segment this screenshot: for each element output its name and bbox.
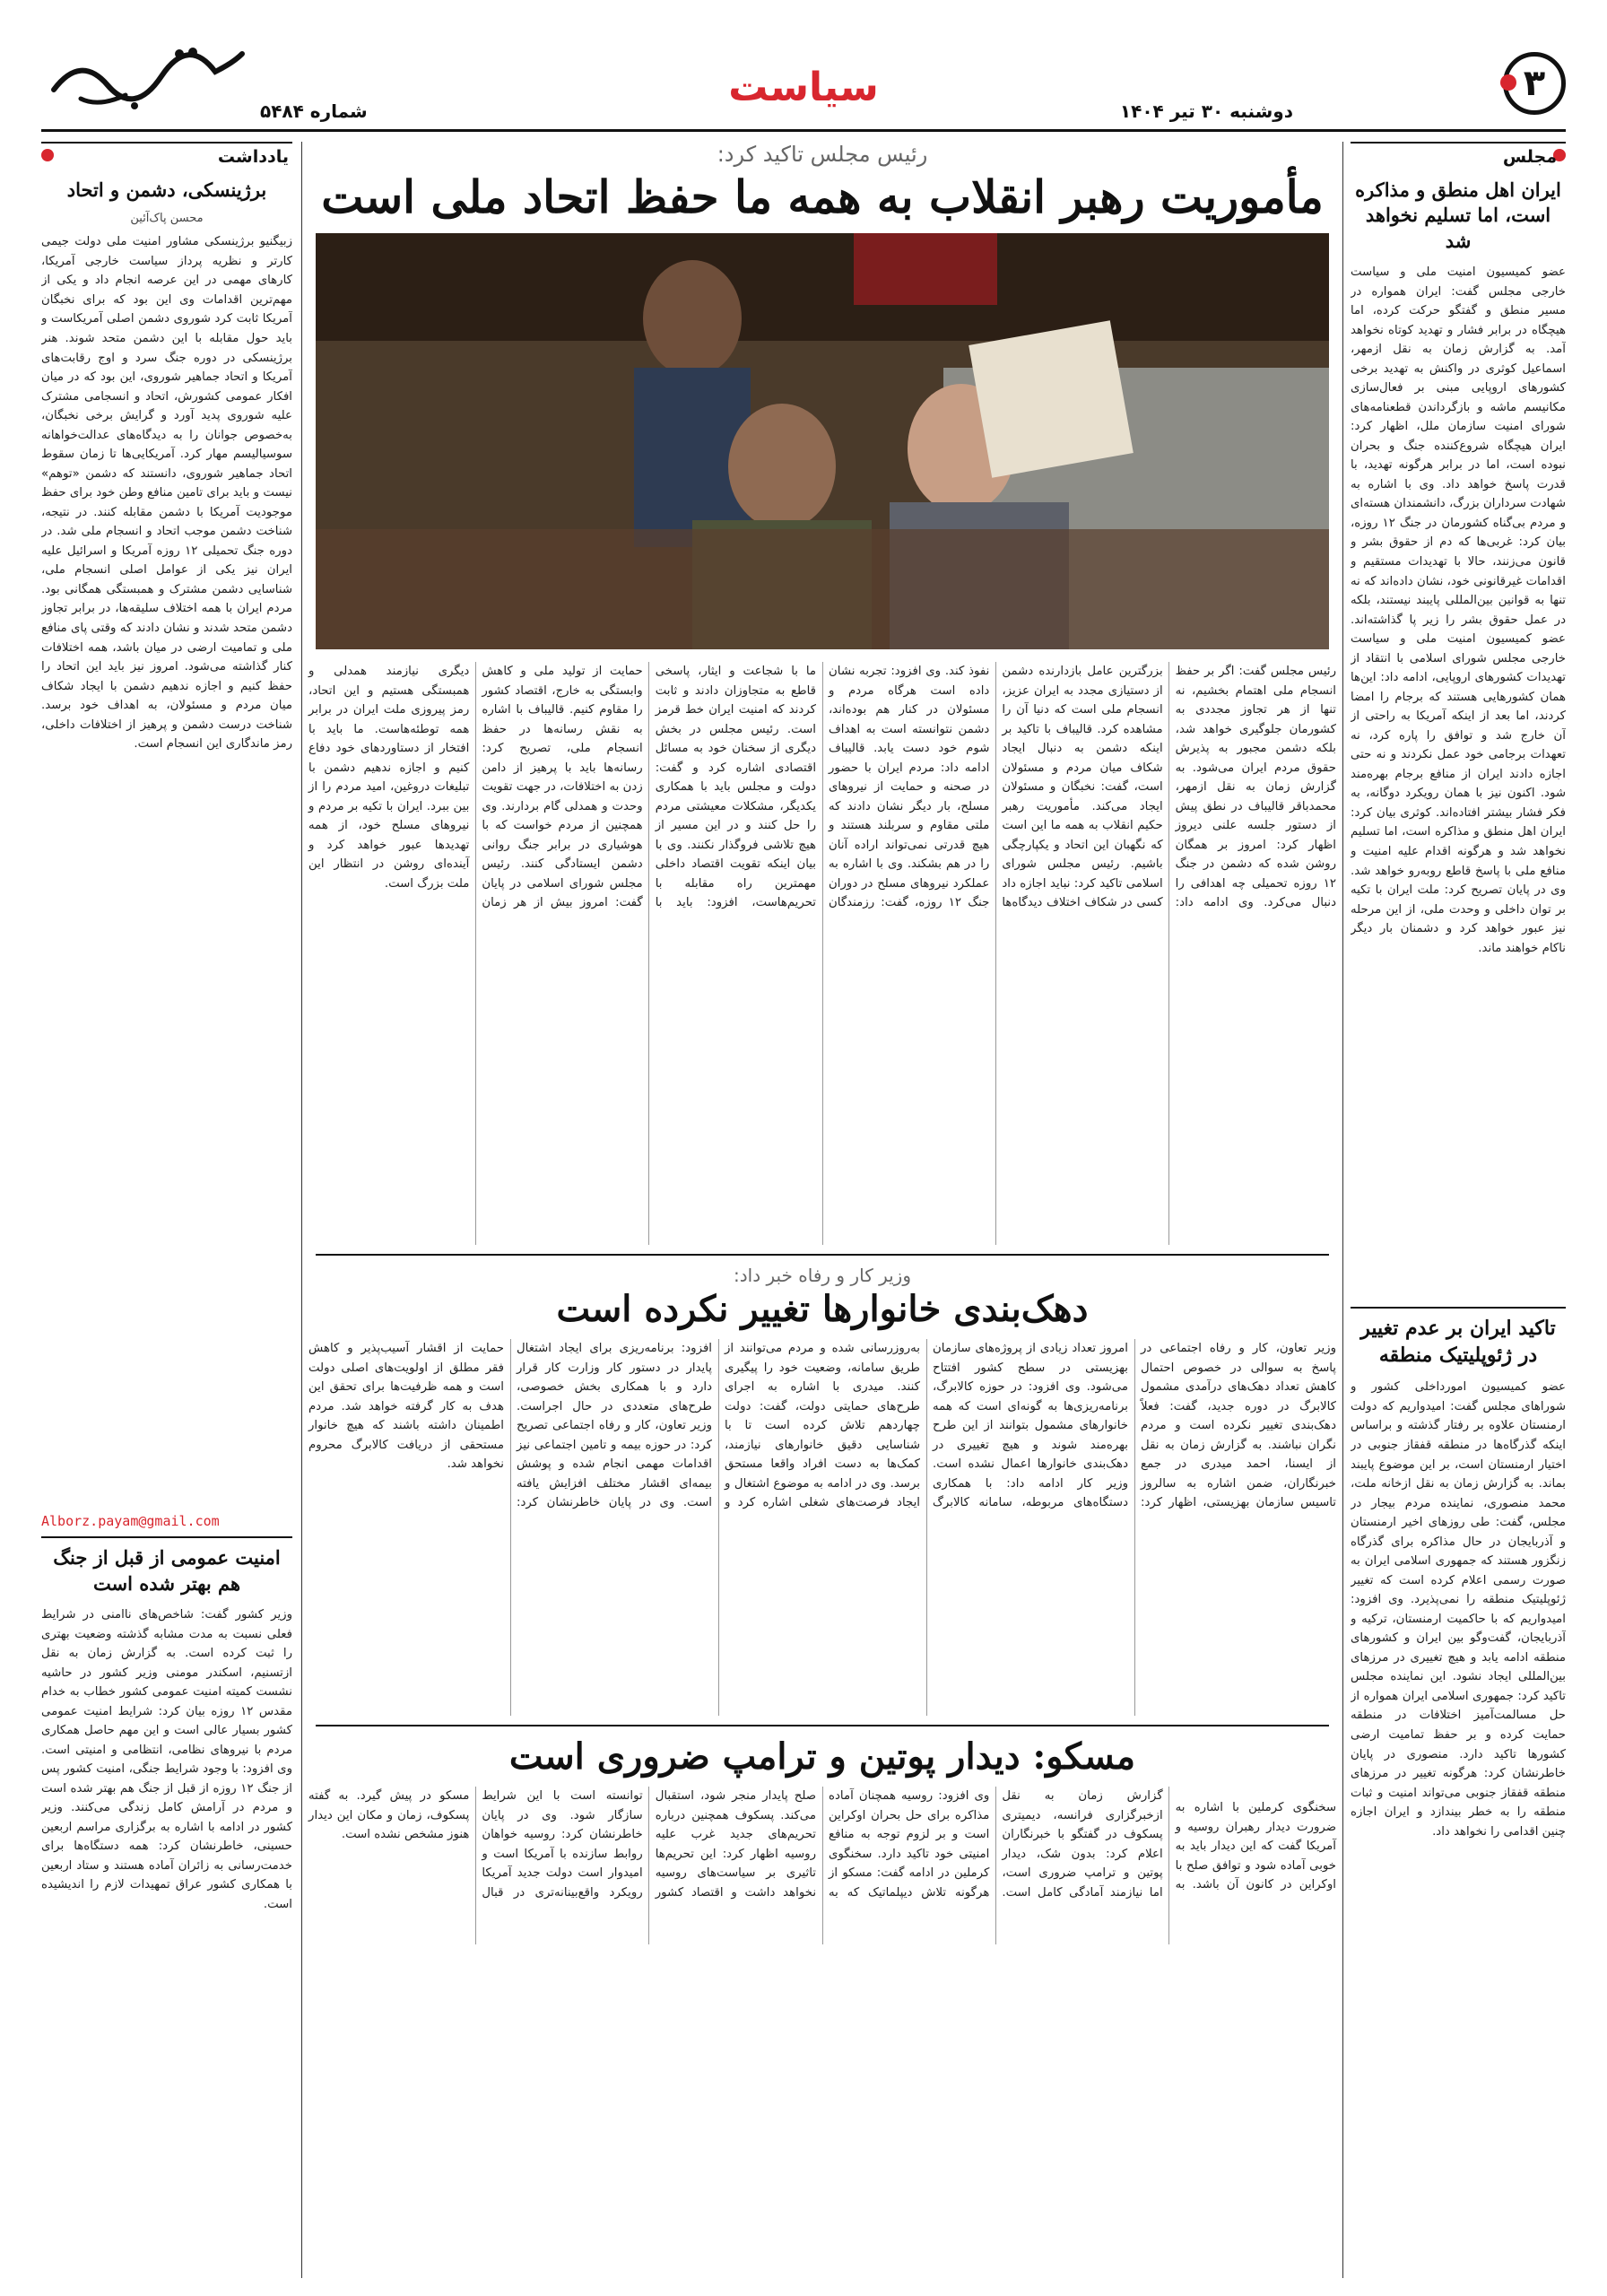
main-article-body [308,662,1336,1245]
box-label: یادداشت [217,147,289,167]
right-article1-title: ایران اهل منطق و مذاکره است، اما تسلیم نخواهد شد [1355,178,1561,252]
main-kicker: رئیس مجلس تاکید کرد: [717,142,928,167]
author: محسن پاک‌آئین [130,212,204,226]
welfare-article-text: وزیر تعاون، کار و رفاه اجتماعی در پاسخ به سوالی در خصوص احتمال کاهش تعداد دهک‌های درآمدی مشمول کالابرگ در دوره جدید، گفت: فعلاً دهک‌بندی تغییر نکرده است و مردم نگران نباشند. به گزارش زمان به نقل از ایسنا، احمد میدری در جمع خبرنگاران، ضمن اشاره به سالروز تاسیس سازمان بهزیستی، اظهار کرد: امروز تعداد زیادی از پروژه‌های سازمان بهزیستی در سطح کشور افتتاح می‌شود. وی افزود: در حوزه کالابرگ، برنامه‌ریزی‌ها به گونه‌ای است که همه خانوارهای مشمول بتوانند از این طرح بهره‌مند شوند و هیچ تغییری در دهک‌بندی خانوارها اعمال نشده است. وزیر کار ادامه داد: با همکاری دستگاه‌های مربوطه، سامانه کالابرگ به‌روزرسانی شده و مردم می‌توانند از طریق سامانه، وضعیت خود را پیگیری کنند. میدری با اشاره به اجرای طرح‌های حمایتی دولت، گفت: دولت چهاردهم تلاش کرده است تا با شناسایی دقیق خانوارهای نیازمند، کمک‌ها به دست افراد واقعا مستحق برسد. وی در ادامه به موضوع اشتغال و ایجاد فرصت‌های شغلی اشاره کرد و افزود: برنامه‌ریزی برای ایجاد اشتغال پایدار در دستور کار وزارت کار قرار دارد و با همکاری بخش خصوصی، طرح‌های متعددی در حال اجراست. وزیر تعاون، کار و رفاه اجتماعی تصریح کرد: در حوزه بیمه و تامین اجتماعی نیز اقدامات مهمی انجام شده و پوشش بیمه‌ای اقشار مختلف افزایش یافته است. وی در پایان خاطرنشان کرد: حمایت از اقشار آسیب‌پذیر و کاهش فقر مطلق از اولویت‌های اصلی دولت است و همه ظرفیت‌ها برای تحقق این هدف به کار گرفته خواهد شد. مردم اطمینان داشته باشند که هیچ خانوار مستحقی از دریافت کالابرگ محروم نخواهد شد. [308,1342,1336,1510]
box-label: مجلس [1502,147,1557,167]
welfare-article-body [308,1339,1336,1716]
welfare-kicker: وزیر کار و رفاه خبر داد: [734,1265,911,1286]
section-title: سیاست [728,65,879,110]
left-column [41,142,292,2278]
divider [41,1536,292,1538]
photo-illustration-icon [316,233,1329,649]
majlis-box-title [1351,142,1566,170]
left-article2-body: وزیر کشور گفت: شاخص‌های ناامنی در شرایط فعلی نسبت به مدت مشابه گذشته وضعیت بهتری را ثبت کرده است. به گزارش زمان به نقل ازتسنیم، اسکندر مومنی وزیر کشور در حاشیه نشست کمیته امنیت عمومی کشور خطاب به خدام مقدس ۱۲ روزه بیان کرد: شرایط امنیت عمومی کشور بسیار عالی است و این مهم حاصل همکاری مردم با نیروهای نظامی، انتظامی و امنیتی است. وی افزود: با وجود شرایط جنگی، امنیت کشور پس از جنگ ۱۲ روزه از قبل از جنگ هم بهتر شده است و مردم در آرامش کامل زندگی می‌کنند. وزیر کشور در ادامه با اشاره به برگزاری مراسم اربعین حسینی، خاطرنشان کرد: همه دستگاه‌ها برای خدمت‌رسانی به زائران آماده هستند و ستاد اربعین با همکاری کشور عراق تمهیدات لازم را اندیشیده است. [41,1608,292,1911]
masthead [0,0,1607,135]
left-article1-title: برژینسکی، دشمن و اتحاد [66,178,267,201]
welfare-title: دهک‌بندی خانوارها تغییر نکرده است [556,1288,1089,1330]
page-number-text: ۳ [1523,63,1546,104]
moscow-article-text: سخنگوی کرملین با اشاره به ضرورت دیدار رهبران روسیه و آمریکا گفت که این دیدار باید به خوبی آماده شود و توافق صلح با اوکراین در کانون آن باشد. به گزارش زمان به نقل ازخبرگزاری فرانسه، دیمیتری پسکوف در گفتگو با خبرنگاران اعلام کرد: بدون شک، دیدار پوتین و ترامپ ضروری است، اما نیازمند آمادگی کامل است. وی افزود: روسیه همچنان آماده مذاکره برای حل بحران اوکراین است و بر لزوم توجه به منافع امنیتی خود تاکید دارد. سخنگوی کرملین در ادامه گفت: مسکو از هرگونه تلاش دیپلماتیک که به صلح پایدار منجر شود، استقبال می‌کند. پسکوف همچنین درباره تحریم‌های جدید غرب علیه روسیه اظهار کرد: این تحریم‌ها تاثیری بر سیاست‌های روسیه نخواهد داشت و اقتصاد کشور توانسته است با این شرایط سازگار شود. وی در پایان خاطرنشان کرد: روسیه خواهان روابط سازنده با آمریکا است و امیدوار است دولت جدید آمریکا رویکرد واقع‌بینانه‌تری در قبال مسکو در پیش گیرد. به گفته پسکوف، زمان و مکان این دیدار هنوز مشخص نشده است. [308,1789,1336,1900]
divider [316,1725,1329,1726]
main-photo [316,233,1329,649]
right-column [1351,142,1566,2278]
date-line: دوشنبه ۳۰ تیر ۱۴۰۴ [1119,100,1293,122]
issue-number: شماره ۵۴۸۴ [260,100,368,122]
logo-icon [45,36,251,117]
divider [1351,1307,1566,1309]
moscow-article-body [308,1787,1336,1944]
note-box-title [41,142,292,170]
column-rule [301,142,302,2278]
right-article2-title: تاکید ایران بر عدم تغییر در ژئوپلیتیک منطقه [1360,1317,1556,1367]
main-title: مأموریت رهبر انقلاب به همه ما حفظ اتحاد ملی است [321,170,1324,223]
divider [316,1254,1329,1256]
header-rule [41,129,1566,132]
logo [45,36,251,117]
left-article2-title: امنیت عمومی از قبل از جنگ هم بهتر شده است [53,1546,281,1595]
right-article2-body: عضو کمیسیون امورداخلی کشور و شوراهای مجلس گفت: امیدواریم که دولت ارمنستان علاوه بر رفتار گذشته و براساس اینکه گذرگاه‌ها در منطقه قفقاز جنوبی در اختیار ارمنستان است، بر این موضوع پایبند بماند. به گزارش زمان به نقل ازخانه ملت، محمد منصوری، نماینده مردم بیجار در مجلس، گفت: طی روزهای اخیر ارمنستان و آذربایجان در حال مذاکره برای گذرگاه زنگزور هستند که جمهوری اسلامی ایران به صورت رسمی اعلام کرده است که تغییر ژئوپلیتیک منطقه را نمی‌پذیرد. وی افزود: امیدواریم که با حاکمیت ارمنستان، ترکیه و آذربایجان، گفت‌وگو بین ایران و کشورهای منطقه ادامه یابد و هیچ تغییری در مرزهای بین‌المللی ایجاد نشود. این نماینده مجلس تاکید کرد: جمهوری اسلامی ایران همواره از حل مسالمت‌آمیز اختلافات در منطقه حمایت کرده و بر حفظ تمامیت ارضی کشورها تاکید دارد. منصوری در پایان خاطرنشان کرد: هرگونه تغییر در مرزهای منطقه قفقاز جنوبی می‌تواند امنیت و ثبات منطقه را به خطر بیندازد و ایران اجازه چنین اقدامی را نخواهد داد. [1351,1380,1566,1839]
red-dot-icon [41,149,54,161]
moscow-title: مسکو: دیدار پوتین و ترامپ ضروری است [508,1735,1136,1778]
main-article-text: رئیس مجلس گفت: اگر بر حفظ انسجام ملی اهتمام بخشیم، نه تنها از هر تجاوز مجددی به کشورمان جلوگیری خواهد شد، بلکه دشمن مجبور به پذیرش حقوق مردم ایران می‌شود. به گزارش زمان به نقل ازمهر، محمدباقر قالیباف در نطق پیش از دستور جلسه علنی دیروز اظهار کرد: امروز بر همگان روشن شده که دشمن در جنگ ۱۲ روزه تحمیلی چه اهدافی را دنبال می‌کرد. وی ادامه داد: بزرگترین عامل بازدارنده دشمن از دستیازی مجدد به ایران عزیز، انسجام ملی است که دنیا آن را مشاهده کرد. قالیباف با تاکید بر اینکه دشمن به دنبال ایجاد شکاف میان مردم و مسئولان است، گفت: نخبگان و مسئولان ایجاد می‌کند. مأموریت رهبر حکیم انقلاب به همه ما این است که نگهبان این اتحاد و یکپارچگی باشیم. رئیس مجلس شورای اسلامی تاکید کرد: نباید اجازه داد کسی در شکاف اختلاف دیدگاه‌ها نفوذ کند. وی افزود: تجربه نشان داده است هرگاه مردم و مسئولان در کنار هم بوده‌اند، دشمن نتوانسته است به اهداف شوم خود دست یابد. قالیباف ادامه داد: مردم ایران با حضور در صحنه و حمایت از نیروهای مسلح، بار دیگر نشان دادند که ملتی مقاوم و سربلند هستند و هیچ قدرتی نمی‌تواند اراده آنان را در هم بشکند. وی با اشاره به عملکرد نیروهای مسلح در دوران جنگ ۱۲ روزه، گفت: رزمندگان ما با شجاعت و ایثار، پاسخی قاطع به متجاوزان دادند و ثابت کردند که امنیت ایران خط قرمز است. رئیس مجلس در بخش دیگری از سخنان خود به مسائل اقتصادی اشاره کرد و گفت: دولت و مجلس باید با همکاری یکدیگر، مشکلات معیشتی مردم را حل کنند و در این مسیر از هیچ تلاشی فروگذار نکنند. وی با بیان اینکه تقویت اقتصاد داخلی مهمترین راه مقابله با تحریم‌هاست، افزود: باید با حمایت از تولید ملی و کاهش وابستگی به خارج، اقتصاد کشور را مقاوم کنیم. قالیباف با اشاره به نقش رسانه‌ها در حفظ انسجام ملی، تصریح کرد: رسانه‌ها باید با پرهیز از دامن زدن به اختلافات، در جهت تقویت وحدت و همدلی گام بردارند. وی همچنین از مردم خواست که با هوشیاری در برابر جنگ روانی دشمن ایستادگی کنند. رئیس مجلس شورای اسلامی در پایان گفت: امروز بیش از هر زمان دیگری نیازمند همدلی و همبستگی هستیم و این اتحاد، رمز پیروزی ملت ایران در برابر همه توطئه‌هاست. ما باید با افتخار از دستاوردهای خود دفاع کنیم و اجازه ندهیم دشمن با تبلیغات دروغین، امید مردم را از بین ببرد. ایران با تکیه بر مردم و نیروهای مسلح خود، از همه تهدیدها عبور خواهد کرد و آینده‌ای روشن در انتظار این ملت بزرگ است. [308,665,1336,910]
left-article1-body: زبیگنیو برژینسکی مشاور امنیت ملی دولت جیمی کارتر و نظریه پرداز سیاست خارجی آمریکا، کارهای مهمی در این عرصه انجام داد و یکی از مهم‌ترین اقدامات وی این بود که برای نخبگان آمریکا ثابت کرد شوروی دشمن اصلی آمریکاست و باید حول مقابله با این دشمن متحد شوند. هنر برژینسکی در دوره جنگ سرد و اوج رقابت‌های آمریکا و اتحاد جماهیر شوروی، این بود که در میان افکار عمومی کشورش، اتحاد و انسجامی مشترک علیه شوروی پدید آورد و گرایش برخی نخبگان، به‌خصوص جوانان را به دیدگاه‌های عدالت‌خواهانه سوسیالیسم مهار کرد. آمریکایی‌ها تا زمان سقوط اتحاد جماهیر شوروی، دانستند که دشمن «توهم» نیست و باید برای تامین منافع وطن خود برای حفظ موجودیت آمریکا با دشمن مقابله کنند. در نتیجه، شناخت دشمن موجب اتحاد و انسجام ملی شد. در دوره جنگ تحمیلی ۱۲ روزه آمریکا و اسرائیل علیه ایران نیز یکی از عوامل اصلی انسجام ملی، شناسایی دشمن مشترک و همبستگی همگانی بود. مردم ایران با همه اختلاف سلیقه‌ها، در برابر تجاوز دشمن متحد شدند و نشان دادند که وقتی پای منافع ملی و تمامیت ارضی در میان باشد، همه اختلافات کنار گذاشته می‌شود. امروز نیز باید این اتحاد را حفظ کنیم و اجازه ندهیم دشمن با ایجاد شکاف میان مردم و مسئولان، به اهداف خود برسد. شناخت درست دشمن و پرهیز از اختلافات داخلی، رمز ماندگاری این انسجام است. [41,235,292,752]
main-column [308,142,1336,2278]
column-rule [1342,142,1343,2278]
right-article1-body: عضو کمیسیون امنیت ملی و سیاست خارجی مجلس گفت: ایران همواره در مسیر منطق و گفتگو حرکت کرده، اما هیچگاه در برابر فشار و تهدید کوتاه نخواهد آمد. به گزارش زمان به نقل ازمهر، اسماعیل کوثری در واکنش به تهدید برخی کشورهای اروپایی مبنی بر فعال‌سازی مکانیسم ماشه و بازگرداندن قطعنامه‌های شورای امنیت سازمان ملل، اظهار کرد: ایران هیچگاه شروع‌کننده جنگ و بحران نبوده است، اما در برابر هرگونه تهدید، با قدرت پاسخ خواهد داد. وی با اشاره به شهادت سرداران بزرگ، دانشمندان هسته‌ای و مردم بی‌گناه کشورمان در جنگ ۱۲ روزه، بیان کرد: غربی‌ها که دم از حقوق بشر و قانون می‌زنند، حالا با تهدیدات مستقیم و اقدامات غیرقانونی خود، نشان داده‌اند که نه تنها به قوانین بین‌المللی پایبند نیستند، بلکه در عمل حقوق بشر را زیر پا گذاشته‌اند. عضو کمیسیون امنیت ملی و سیاست خارجی مجلس شورای اسلامی با انتقاد از تهدیدات کشورهای اروپایی، ادامه داد: این‌ها همان کشورهایی هستند که برجام را امضا کردند، اما بعد از اینکه آمریکا به راحتی از آن خارج شد و توافق را پاره کرد، نه تعهدات برجامی خود عمل نکردند و نه حتی اجازه دادند ایران از منافع برجام بهره‌مند شود. اکنون نیز با همان رویکرد دوگانه، به فکر فشار بیشتر افتاده‌اند. کوثری بیان کرد: ایران اهل منطق و مذاکره است، اما تسلیم نخواهد شد و هرگونه اقدام علیه امنیت و منافع ملی با پاسخ قاطع روبه‌رو خواهد شد. وی در پایان تصریح کرد: ملت ایران با تکیه بر توان داخلی و وحدت ملی، از این مرحله نیز عبور خواهد کرد و دشمنان بار دیگر ناکام خواهند ماند. [1351,265,1566,955]
email-link[interactable]: Alborz.payam@gmail.com [41,1513,220,1530]
